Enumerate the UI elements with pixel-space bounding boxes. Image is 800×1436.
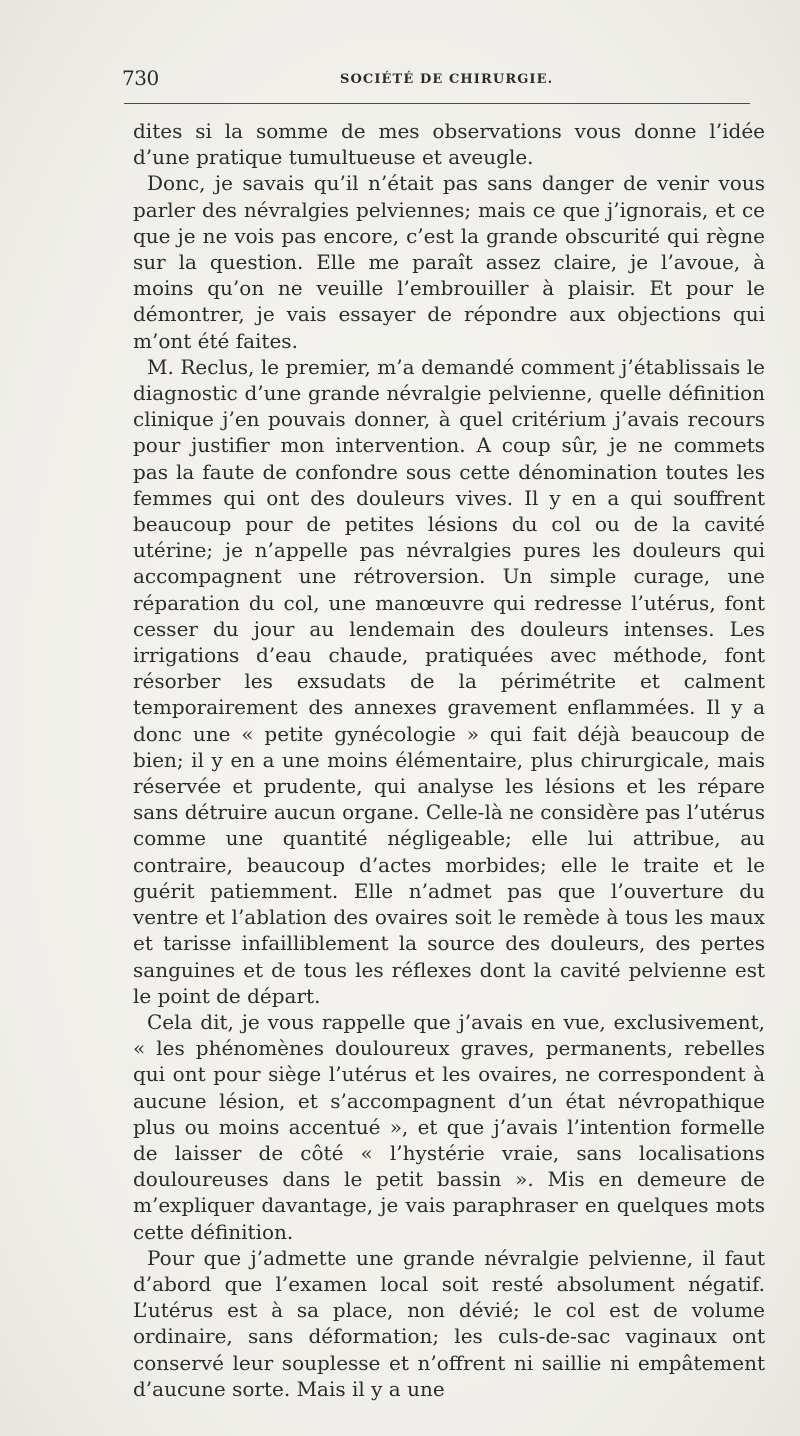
paragraph: M. Reclus, le premier, m’a demandé comment j’établissais le diagnostic d’une grande névralgie pelvienne, quelle définition clinique j’en pouvais donner, à quel critérium j’avais recours pour justifier mon intervention. A coup sûr, je ne commets pas la faute de confondre sous cette dénomination toutes les femmes qui ont des douleurs vives. Il y en a qui souffrent beaucoup pour de petites lésions du col ou de la cavité utérine; je n’appelle pas névralgies pures les douleurs qui accompagnent une rétroversion. Un simple curage, une réparation du col, une manœuvre qui redresse l’utérus, font cesser du jour au lendemain des douleurs intenses. Les irrigations d’eau chaude, pratiquées avec méthode, font résorber les exsudats de la périmétrite et calment temporairement des annexes gravement enflammées. Il y a donc une « petite gynécologie » qui fait déjà beaucoup de bien; il y en a une moins élémentaire, plus chirurgicale, mais réservée et prudente, qui analyse les lésions et les répare sans détruire aucun organe. Celle-là ne considère pas l’utérus comme une quantité négligeable; elle lui attribue, au contraire, beaucoup d’actes morbides; elle le traite et le guérit patiemment. Elle n’admet pas que l’ouverture du ventre et l’ablation des ovaires soit le remède à tous les maux et tarisse infailliblement la source des douleurs, des pertes sanguines et de tous les réflexes dont la cavité pelvienne est le point de départ. [133, 354, 765, 1008]
page-number: 730 [122, 66, 159, 90]
paragraph: Cela dit, je vous rappelle que j’avais en vue, exclusivement, « les phénomènes douloureux graves, permanents, rebelles qui ont pour siège l’utérus et les ovaires, ne correspondent à aucune lésion, et s’accompagnent d’un état névropathique plus ou moins accentué », et que j’avais l’intention formelle de laisser de côté « l’hystérie vraie, sans localisations douloureuses dans le petit bassin ». Mis en demeure de m’expliquer davantage, je vais paraphraser en quelques mots cette définition. [133, 1009, 765, 1244]
paragraph: Donc, je savais qu’il n’était pas sans danger de venir vous parler des névralgies pelviennes; mais ce que j’ignorais, et ce que je ne vois pas encore, c’est la grande obscurité qui règne sur la question. Elle me paraît assez claire, je l’avoue, à moins qu’on ne veuille l’embrouiller à plaisir. Et pour le démontrer, je vais essayer de répondre aux objections qui m’ont été faites. [133, 171, 765, 353]
page-header [122, 66, 750, 94]
paragraph: Pour que j’admette une grande névralgie pelvienne, il faut d’abord que l’examen local soit resté absolument négatif. L’utérus est à sa place, non dévié; le col est de volume ordinaire, sans déformation; les culs-de-sac vaginaux ont conservé leur souplesse et n’offrent ni saillie ni empâtement d’aucune sorte. Mais il y a une [133, 1245, 765, 1401]
paragraph: dites si la somme de mes observations vous donne l’idée d’une pratique tumultueuse et aveugle. [133, 119, 765, 170]
body-text [133, 118, 765, 1402]
header-rule [124, 103, 750, 104]
running-title: SOCIÉTÉ DE CHIRURGIE. [340, 72, 554, 87]
